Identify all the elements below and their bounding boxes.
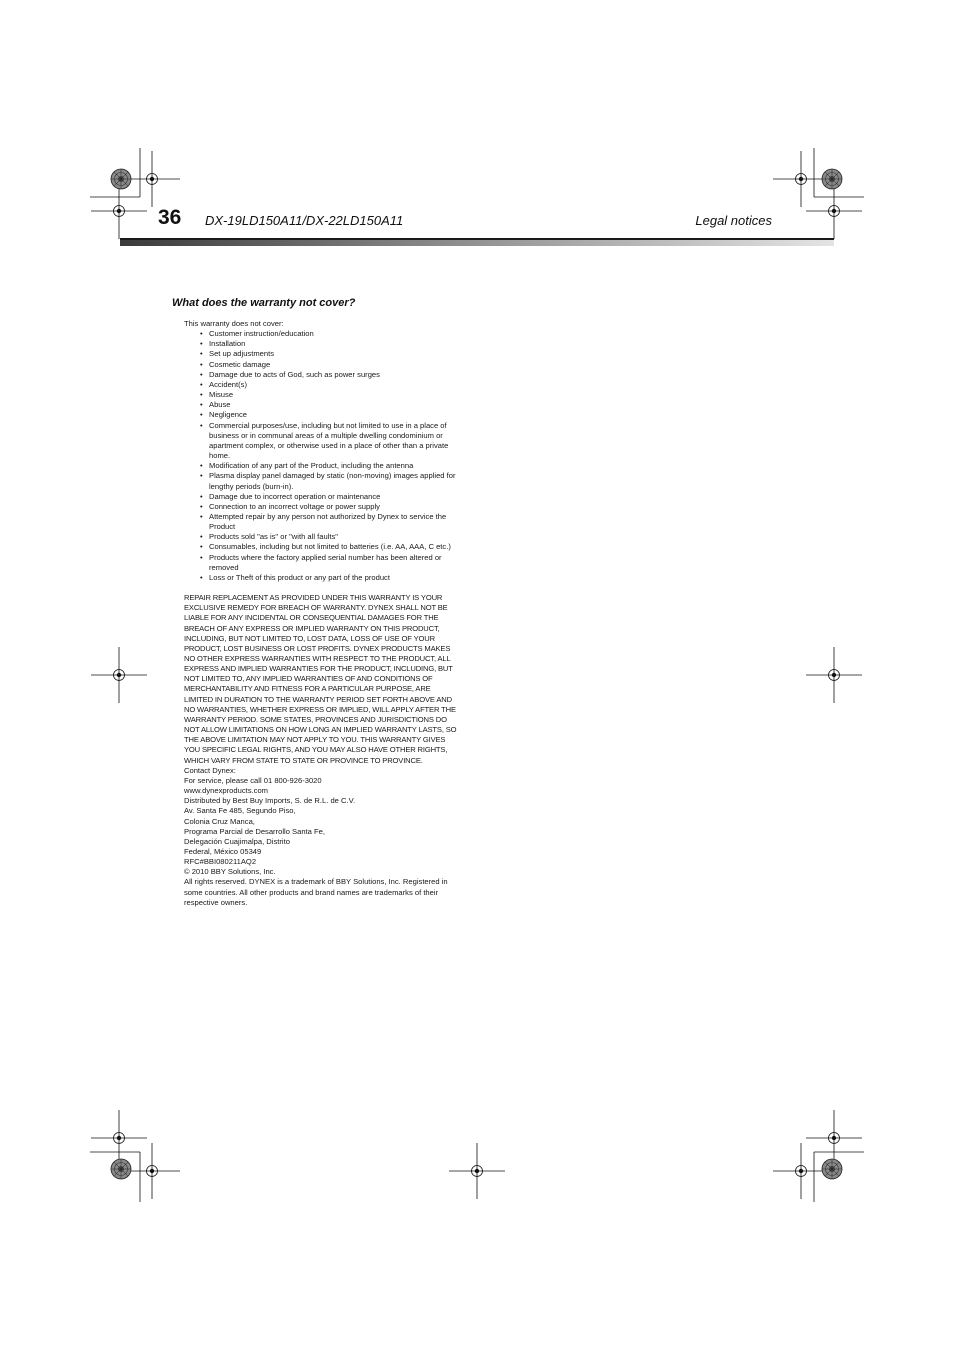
contact-line: Colonia Cruz Manca,: [184, 816, 255, 826]
warranty-exclusions-section: [172, 296, 459, 908]
contact-line: Delegación Cuajimalpa, Distrito: [184, 836, 290, 846]
list-item: • Products sold "as is" or "with all faults": [209, 532, 459, 542]
contact-line: Contact Dynex:: [184, 765, 236, 775]
copyright-line: © 2010 BBY Solutions, Inc.: [184, 867, 276, 877]
list-item: • Products where the factory applied serial number has been altered or removed: [209, 553, 459, 573]
list-item: • Loss or Theft of this product or any part of the product: [209, 573, 459, 583]
website-text: www.dynexproducts.com: [184, 786, 268, 796]
intro-text: This warranty does not cover:: [184, 319, 284, 328]
contact-line: Av. Santa Fe 485, Segundo Piso,: [184, 806, 296, 816]
header-rule: [120, 238, 834, 246]
list-item: • Damage due to incorrect operation or maintenance: [209, 492, 459, 502]
list-item: • Installation: [209, 339, 459, 349]
section-title: Legal notices: [695, 213, 772, 228]
list-item: • Customer instruction/education: [209, 329, 459, 339]
contact-block: [184, 766, 459, 908]
contact-line: Programa Parcial de Desarrollo Santa Fe,: [184, 826, 325, 836]
list-item: • Cosmetic damage: [209, 360, 459, 370]
contact-line: Federal, México 05349: [184, 846, 262, 856]
disclaimer-text: REPAIR REPLACEMENT AS PROVIDED UNDER THIS WARRANTY IS YOUR EXCLUSIVE REMEDY FOR BREACH OF WARRANTY. DYNEX SHALL NOT BE LIABLE FOR ANY INCIDENTAL OR CONSEQUENTIAL DAMAGES FOR THE BREACH OF ANY EXPRESS OR IMPLIED WARRANTY ON THIS PRODUCT, INCLUDING, BUT NOT LIMITED TO, LOST DATA, LOSS OF USE OF YOUR PRODUCT, LOST BUSINESS OR LOST PROFITS. DYNEX PRODUCTS MAKES NO OTHER EXPRESS WARRANTIES WITH RESPECT TO THE PRODUCT, ALL EXPRESS AND IMPLIED WARRANTIES FOR THE PRODUCT, INCLUDING, BUT NOT LIMITED TO, ANY IMPLIED WARRANTIES OF AND CONDITIONS OF MERCHANTABILITY AND FITNESS FOR A PARTICULAR PURPOSE, ARE LIMITED IN DURATION TO THE WARRANTY PERIOD SET FORTH ABOVE AND NO WARRANTIES, WHETHER EXPRESS OR IMPLIED, WILL APPLY AFTER THE WARRANTY PERIOD. SOME STATES, PROVINCES AND JURISDICTIONS DO NOT ALLOW LIMITATIONS ON HOW LONG AN IMPLIED WARRANTY LASTS, SO THE ABOVE LIMITATION MAY NOT APPLY TO YOU. THIS WARRANTY GIVES YOU SPECIFIC LEGAL RIGHTS, AND YOU MAY ALSO HAVE OTHER RIGHTS, WHICH VARY FROM STATE TO STATE OR PROVINCE TO PROVINCE.: [184, 593, 457, 765]
page-number: 36: [158, 206, 182, 229]
list-item: • Accident(s): [209, 380, 459, 390]
list-item: • Attempted repair by any person not authorized by Dynex to service the Product: [209, 512, 459, 532]
list-item: • Plasma display panel damaged by static (non-moving) images applied for lengthy periods (burn-in).: [209, 471, 459, 491]
list-item: • Negligence: [209, 410, 459, 420]
list-item: • Set up adjustments: [209, 349, 459, 359]
list-item: • Connection to an incorrect voltage or power supply: [209, 502, 459, 512]
list-item: • Damage due to acts of God, such as power surges: [209, 370, 459, 380]
contact-line: Distributed by Best Buy Imports, S. de R.L. de C.V.: [184, 796, 356, 806]
exclusions-list: [184, 329, 459, 583]
list-item: • Abuse: [209, 400, 459, 410]
contact-line: For service, please call 01 800-926-3020: [184, 775, 322, 785]
model-number: DX-19LD150A11/DX-22LD150A11: [205, 213, 404, 228]
trademark-notice: All rights reserved. DYNEX is a trademark of BBY Solutions, Inc. Registered in some countries. All other products and brand names are trademarks of their respective owners.: [184, 877, 448, 907]
list-item: • Consumables, including but not limited to batteries (i.e. AA, AAA, C etc.): [209, 542, 459, 552]
list-item: • Commercial purposes/use, including but not limited to use in a place of business or in communal areas of a multiple dwelling condominium or apartment complex, or otherwise used in a place of other than a private home.: [209, 421, 459, 462]
list-item: • Misuse: [209, 390, 459, 400]
list-item: • Modification of any part of the Product, including the antenna: [209, 461, 459, 471]
section-heading: What does the warranty not cover?: [172, 297, 356, 309]
contact-line: RFC#BBI080211AQ2: [184, 857, 257, 867]
